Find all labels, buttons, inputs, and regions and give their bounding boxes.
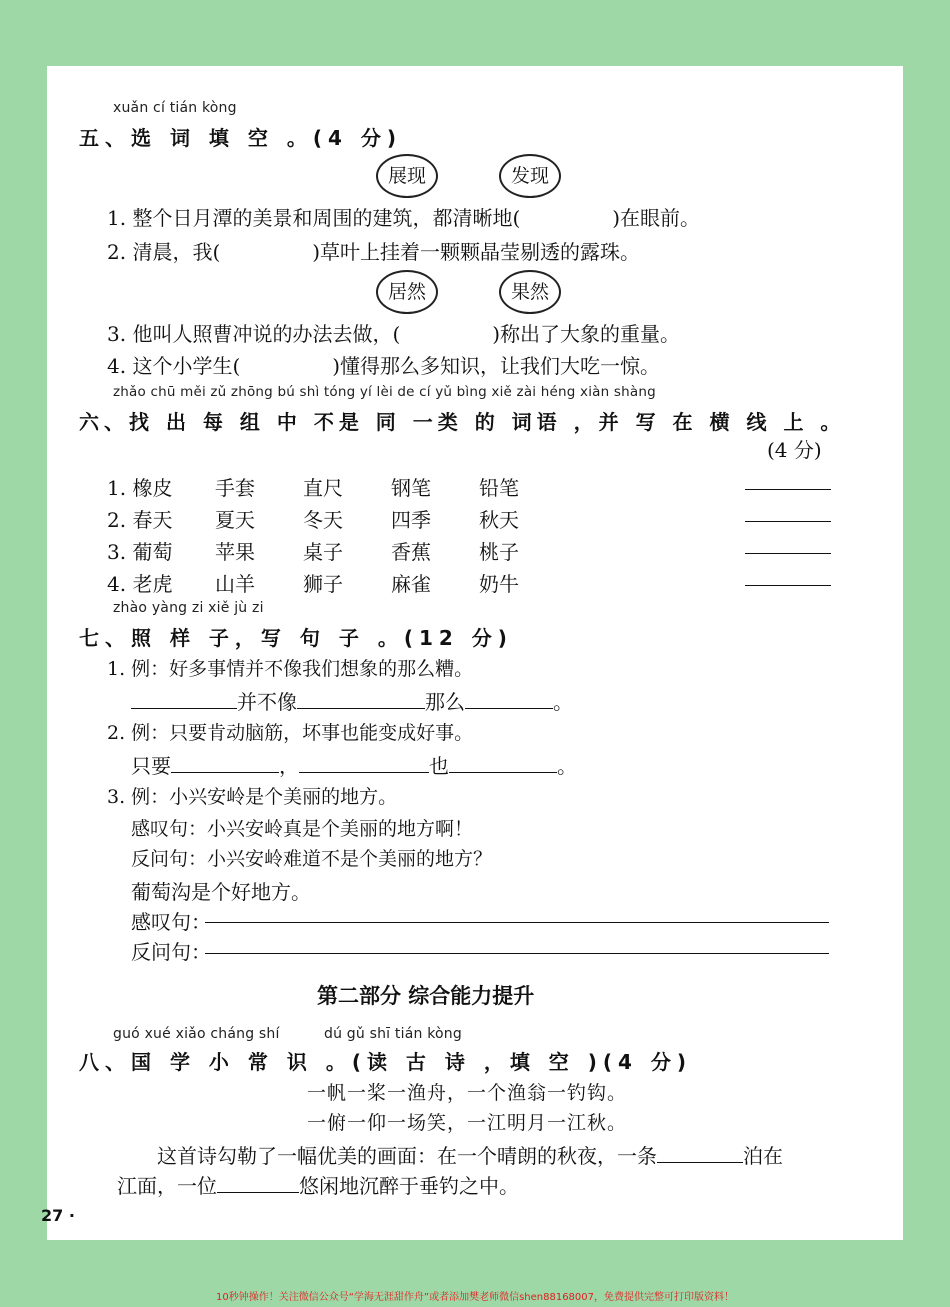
s5-pinyin: xuǎn cí tián kòng [113, 100, 237, 116]
s5-title: 五、选 词 填 空 。(4 分) [79, 126, 403, 150]
s7-example-1: 1. 例：好多事情并不像我们想象的那么糟。 [107, 658, 474, 680]
part-two-title: 第二部分 综合能力提升 [317, 984, 535, 1008]
blank-field[interactable] [171, 754, 279, 773]
s6-word: 1. 橡皮 [107, 476, 173, 500]
s5-q1 [107, 202, 700, 231]
s7-pinyin: zhào yàng zi xiě jù zi [113, 600, 264, 616]
s8-desc-text: 悠闲地沉醉于垂钓之中。 [299, 1174, 519, 1198]
blank-field[interactable] [131, 690, 237, 709]
s6-word: 麻雀 [391, 572, 431, 596]
poem-line-1: 一帆一桨一渔舟，一个渔翁一钓钩。 [307, 1082, 628, 1104]
blank-field[interactable] [465, 690, 553, 709]
s6-title: 六、找 出 每 组 中 不是 同 一类 的 词语 ，并 写 在 横 线 上 。 [79, 410, 846, 434]
s6-score: (4 分) [767, 438, 822, 462]
s7-connector: 只要 [131, 754, 171, 778]
s8-desc-1 [157, 1140, 783, 1169]
s8-desc-text: 这首诗勾勒了一幅优美的画面：在一个晴朗的秋夜，一条 [157, 1144, 657, 1168]
s7-exclamation-label: 感叹句： [131, 910, 211, 934]
answer-line[interactable] [745, 585, 831, 586]
s5-q4-start: 4. 这个小学生( [107, 354, 241, 378]
blank-field[interactable] [217, 1174, 299, 1193]
s8-title: 八、国 学 小 常 识 。(读 古 诗 ，填 空 )(4 分) [79, 1050, 693, 1074]
s6-word: 冬天 [303, 508, 343, 532]
s7-connector: 也 [429, 754, 449, 778]
s7-end: 。 [557, 754, 577, 778]
blank-field[interactable] [449, 754, 557, 773]
s6-word: 钢笔 [391, 476, 431, 500]
s5-q4 [107, 350, 660, 379]
s6-word: 4. 老虎 [107, 572, 173, 596]
s5-q3-start: 3. 他叫人照曹冲说的办法去做，( [107, 322, 401, 346]
s7-example-3: 3. 例：小兴安岭是个美丽的地方。 [107, 786, 398, 808]
s6-word: 苹果 [215, 540, 255, 564]
s7-connector: 那么 [425, 690, 465, 714]
answer-line[interactable] [745, 489, 831, 490]
s7-exclamation-example: 感叹句：小兴安岭真是个美丽的地方啊！ [131, 818, 474, 840]
s6-row-1 [107, 472, 567, 501]
answer-line[interactable] [745, 521, 831, 522]
s6-word: 香蕉 [391, 540, 431, 564]
s6-word: 直尺 [303, 476, 343, 500]
s5-q2-end: )草叶上挂着一颗颗晶莹剔透的露珠。 [312, 240, 641, 264]
s6-row-2 [107, 504, 567, 533]
s6-word: 秋天 [479, 508, 519, 532]
worksheet-page [41, 66, 903, 1240]
page-number: 27 · [41, 1206, 75, 1225]
s6-word: 2. 春天 [107, 508, 173, 532]
s7-rhetorical-label: 反问句： [131, 940, 211, 964]
s6-word: 奶牛 [479, 572, 519, 596]
s7-example-2: 2. 例：只要肯动脑筋，坏事也能变成好事。 [107, 722, 474, 744]
s7-rhetorical-example: 反问句：小兴安岭难道不是个美丽的地方？ [131, 848, 493, 870]
blank-field[interactable] [299, 754, 429, 773]
s6-word: 山羊 [215, 572, 255, 596]
s8-desc-2 [117, 1170, 519, 1199]
s5-q1-start: 1. 整个日月潭的美景和周围的建筑，都清晰地( [107, 206, 521, 230]
s5-q3-end: )称出了大象的重量。 [492, 322, 681, 346]
word-oval-faxian: 发现 [499, 154, 561, 198]
s8-desc-text: 江面，一位 [117, 1174, 217, 1198]
promo-footer: 10秒钟操作！关注微信公众号“学海无涯甜作舟”或者添加樊老师微信shen88168007，免费提供完整可打印版资料！ [215, 1292, 735, 1303]
s7-answer-2 [131, 750, 577, 779]
blank-field[interactable] [657, 1144, 743, 1163]
s7-answer-1 [131, 686, 573, 715]
s7-connector: 并不像 [237, 690, 297, 714]
s5-q1-end: )在眼前。 [612, 206, 701, 230]
s8-pinyin-1: guó xué xiǎo cháng shí [113, 1026, 280, 1042]
s6-row-4 [107, 568, 567, 597]
answer-line[interactable] [745, 553, 831, 554]
s6-word: 四季 [391, 508, 431, 532]
s6-word: 桌子 [303, 540, 343, 564]
s6-word: 铅笔 [479, 476, 519, 500]
s6-word: 桃子 [479, 540, 519, 564]
rhetorical-answer-line[interactable] [205, 953, 829, 954]
s6-word: 狮子 [303, 572, 343, 596]
s6-word: 夏天 [215, 508, 255, 532]
s7-title: 七、照 样 子，写 句 子 。(12 分) [79, 626, 513, 650]
exclamation-answer-line[interactable] [205, 922, 829, 923]
s7-prompt-sentence: 葡萄沟是个好地方。 [131, 880, 311, 904]
s7-end: 。 [553, 690, 573, 714]
s6-row-3 [107, 536, 567, 565]
s6-word: 3. 葡萄 [107, 540, 173, 564]
blank-field[interactable] [297, 690, 425, 709]
poem-line-2: 一俯一仰一场笑，一江明月一江秋。 [307, 1112, 628, 1134]
word-oval-guoran: 果然 [499, 270, 561, 314]
s5-q2-start: 2. 清晨，我( [107, 240, 221, 264]
s6-pinyin: zhǎo chū měi zǔ zhōng bú shì tóng yí lèi de cí yǔ bìng xiě zài héng xiàn shàng [113, 384, 656, 400]
s8-desc-text: 泊在 [743, 1144, 783, 1168]
s5-q2 [107, 236, 640, 265]
word-oval-juran: 居然 [376, 270, 438, 314]
s5-q3 [107, 318, 680, 347]
word-oval-zhanxian: 展现 [376, 154, 438, 198]
s7-connector: ， [279, 754, 299, 778]
s8-pinyin-2: dú gǔ shī tián kòng [324, 1026, 462, 1042]
s6-word: 手套 [215, 476, 255, 500]
s5-q4-end: )懂得那么多知识，让我们大吃一惊。 [332, 354, 661, 378]
